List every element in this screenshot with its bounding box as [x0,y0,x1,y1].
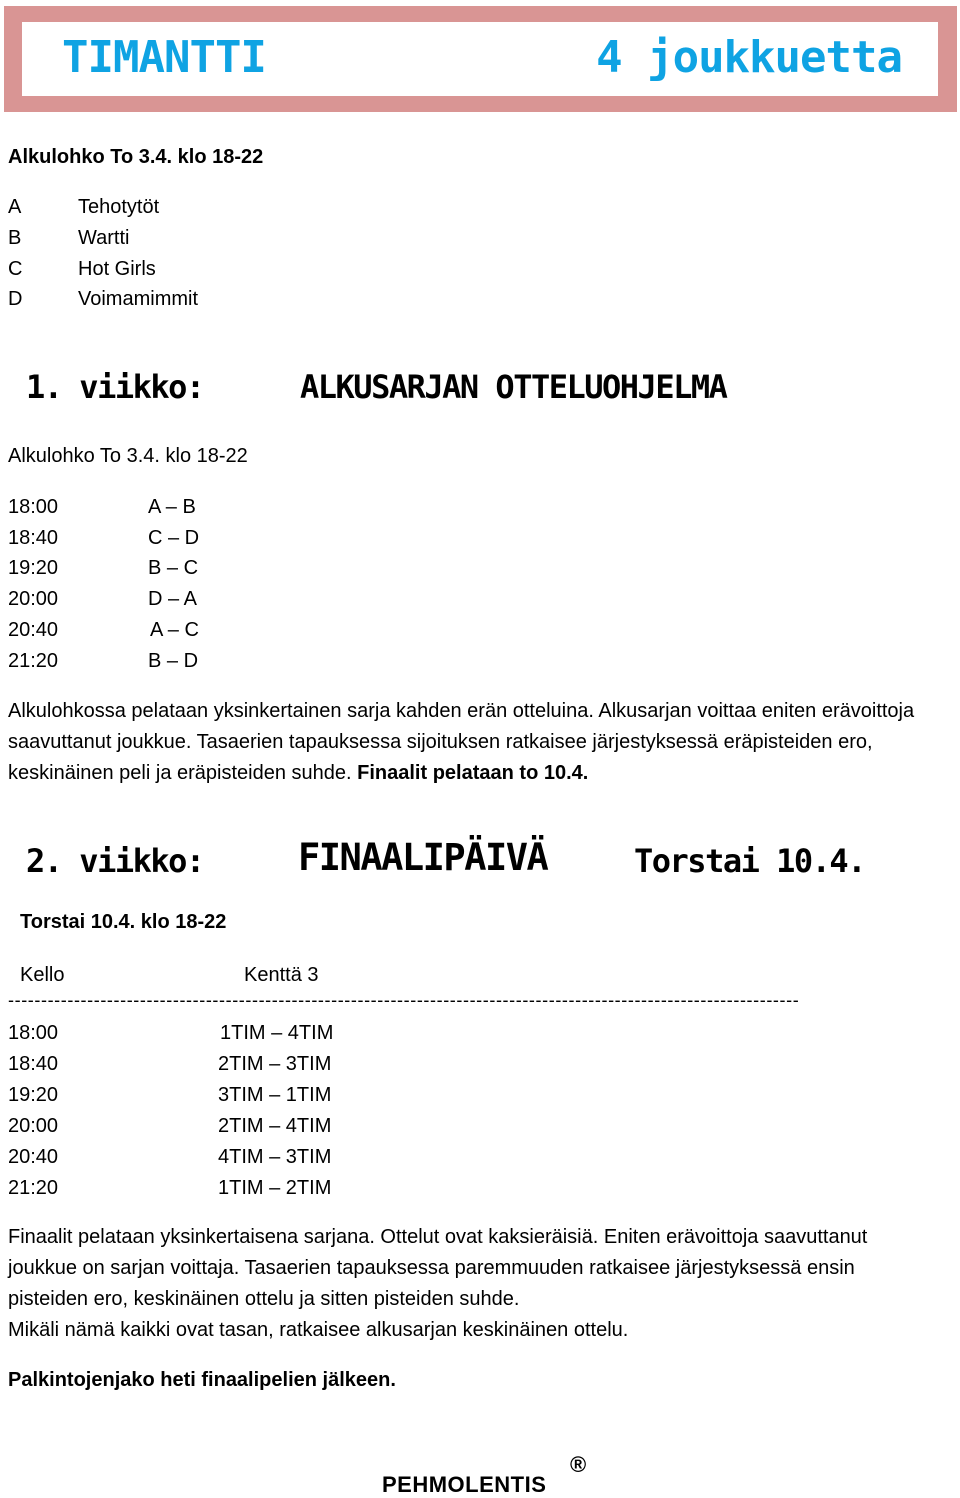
team-letter: D [8,288,23,310]
table-separator: ------------------------------------------------------------------------------------------------------------------------ [8,990,800,1010]
match-time: 20:40 [8,1146,59,1168]
match-time: 20:00 [8,1115,59,1137]
team-name: Wartti [78,227,130,249]
header-banner [4,6,957,112]
match-pair: 1TIM – 4TIM [220,1022,334,1044]
match-time: 21:20 [8,1177,59,1199]
team-letter: A [8,196,22,218]
match-time: 19:20 [8,557,59,579]
awards-note: Palkintojenjako heti finaalipelien jälkeen. [8,1369,396,1391]
match-pair: 1TIM – 2TIM [218,1177,332,1199]
week1-description [8,696,958,789]
match-time: 20:00 [8,588,59,610]
match-pair: A – B [148,496,196,518]
match-time: 21:20 [8,650,59,672]
week2-label: 2. viikko: [26,842,204,880]
header-title-left: TIMANTTI [62,32,266,83]
group-stage-title: Alkulohko To 3.4. klo 18-22 [8,146,264,168]
week1-label: 1. viikko: [26,368,204,406]
column-header-time: Kello [20,964,65,986]
week1-description-text: Alkulohkossa pelataan yksinkertainen sarja kahden erän otteluina. Alkusarjan voittaa eniten erävoittoja saavuttanut joukkue. Tasaerien tapauksessa sijoituksen ratkaisee järjestyksessä eräpisteiden ero, keskinäinen peli ja eräpisteiden suhde. [8,700,915,784]
match-pair: 4TIM – 3TIM [218,1146,332,1168]
match-pair: B – C [148,557,199,579]
match-pair: D – A [148,588,197,610]
match-pair: 2TIM – 3TIM [218,1053,332,1075]
week2-heading-date: Torstai 10.4. [634,842,865,880]
match-time: 19:20 [8,1084,59,1106]
team-name: Voimamimmit [78,288,199,310]
match-time: 18:00 [8,1022,59,1044]
header-banner-inner [22,22,938,96]
match-pair: C – D [148,527,200,549]
column-header-field: Kenttä 3 [244,964,319,986]
week1-heading: ALKUSARJAN OTTELUOHJELMA [300,368,727,406]
match-pair: B – D [148,650,199,672]
team-name: Tehotytöt [78,196,160,218]
match-pair: A – C [150,619,199,641]
header-title-right: 4 joukkuetta [596,32,902,83]
week2-description-2: Mikäli nämä kaikki ovat tasan, ratkaisee alkusarjan keskinäinen ottelu. [8,1319,629,1341]
footer-brand: PEHMOLENTIS [382,1472,547,1497]
team-letter: C [8,258,23,280]
week1-description-bold: Finaalit pelataan to 10.4. [357,762,589,784]
match-time: 20:40 [8,619,59,641]
match-time: 18:40 [8,527,59,549]
match-time: 18:40 [8,1053,59,1075]
registered-mark-icon: ® [570,1452,587,1477]
week1-subtitle: Alkulohko To 3.4. klo 18-22 [8,445,248,467]
week2-subtitle: Torstai 10.4. klo 18-22 [20,911,227,933]
team-name: Hot Girls [78,258,156,280]
week2-description: Finaalit pelataan yksinkertaisena sarjana. Ottelut ovat kaksieräisiä. Eniten erävoittoja saavuttanut joukkue on sarjan voittaja. Tasaerien tapauksessa paremmuuden ratkaisee järjestyksessä ensin pisteiden ero, keskinäinen ottelu ja sitten pisteiden suhde. [8,1226,868,1310]
match-pair: 2TIM – 4TIM [218,1115,332,1137]
week2-heading: FINAALIPÄIVÄ [298,836,548,879]
match-pair: 3TIM – 1TIM [218,1084,332,1106]
match-time: 18:00 [8,496,59,518]
team-letter: B [8,227,22,249]
